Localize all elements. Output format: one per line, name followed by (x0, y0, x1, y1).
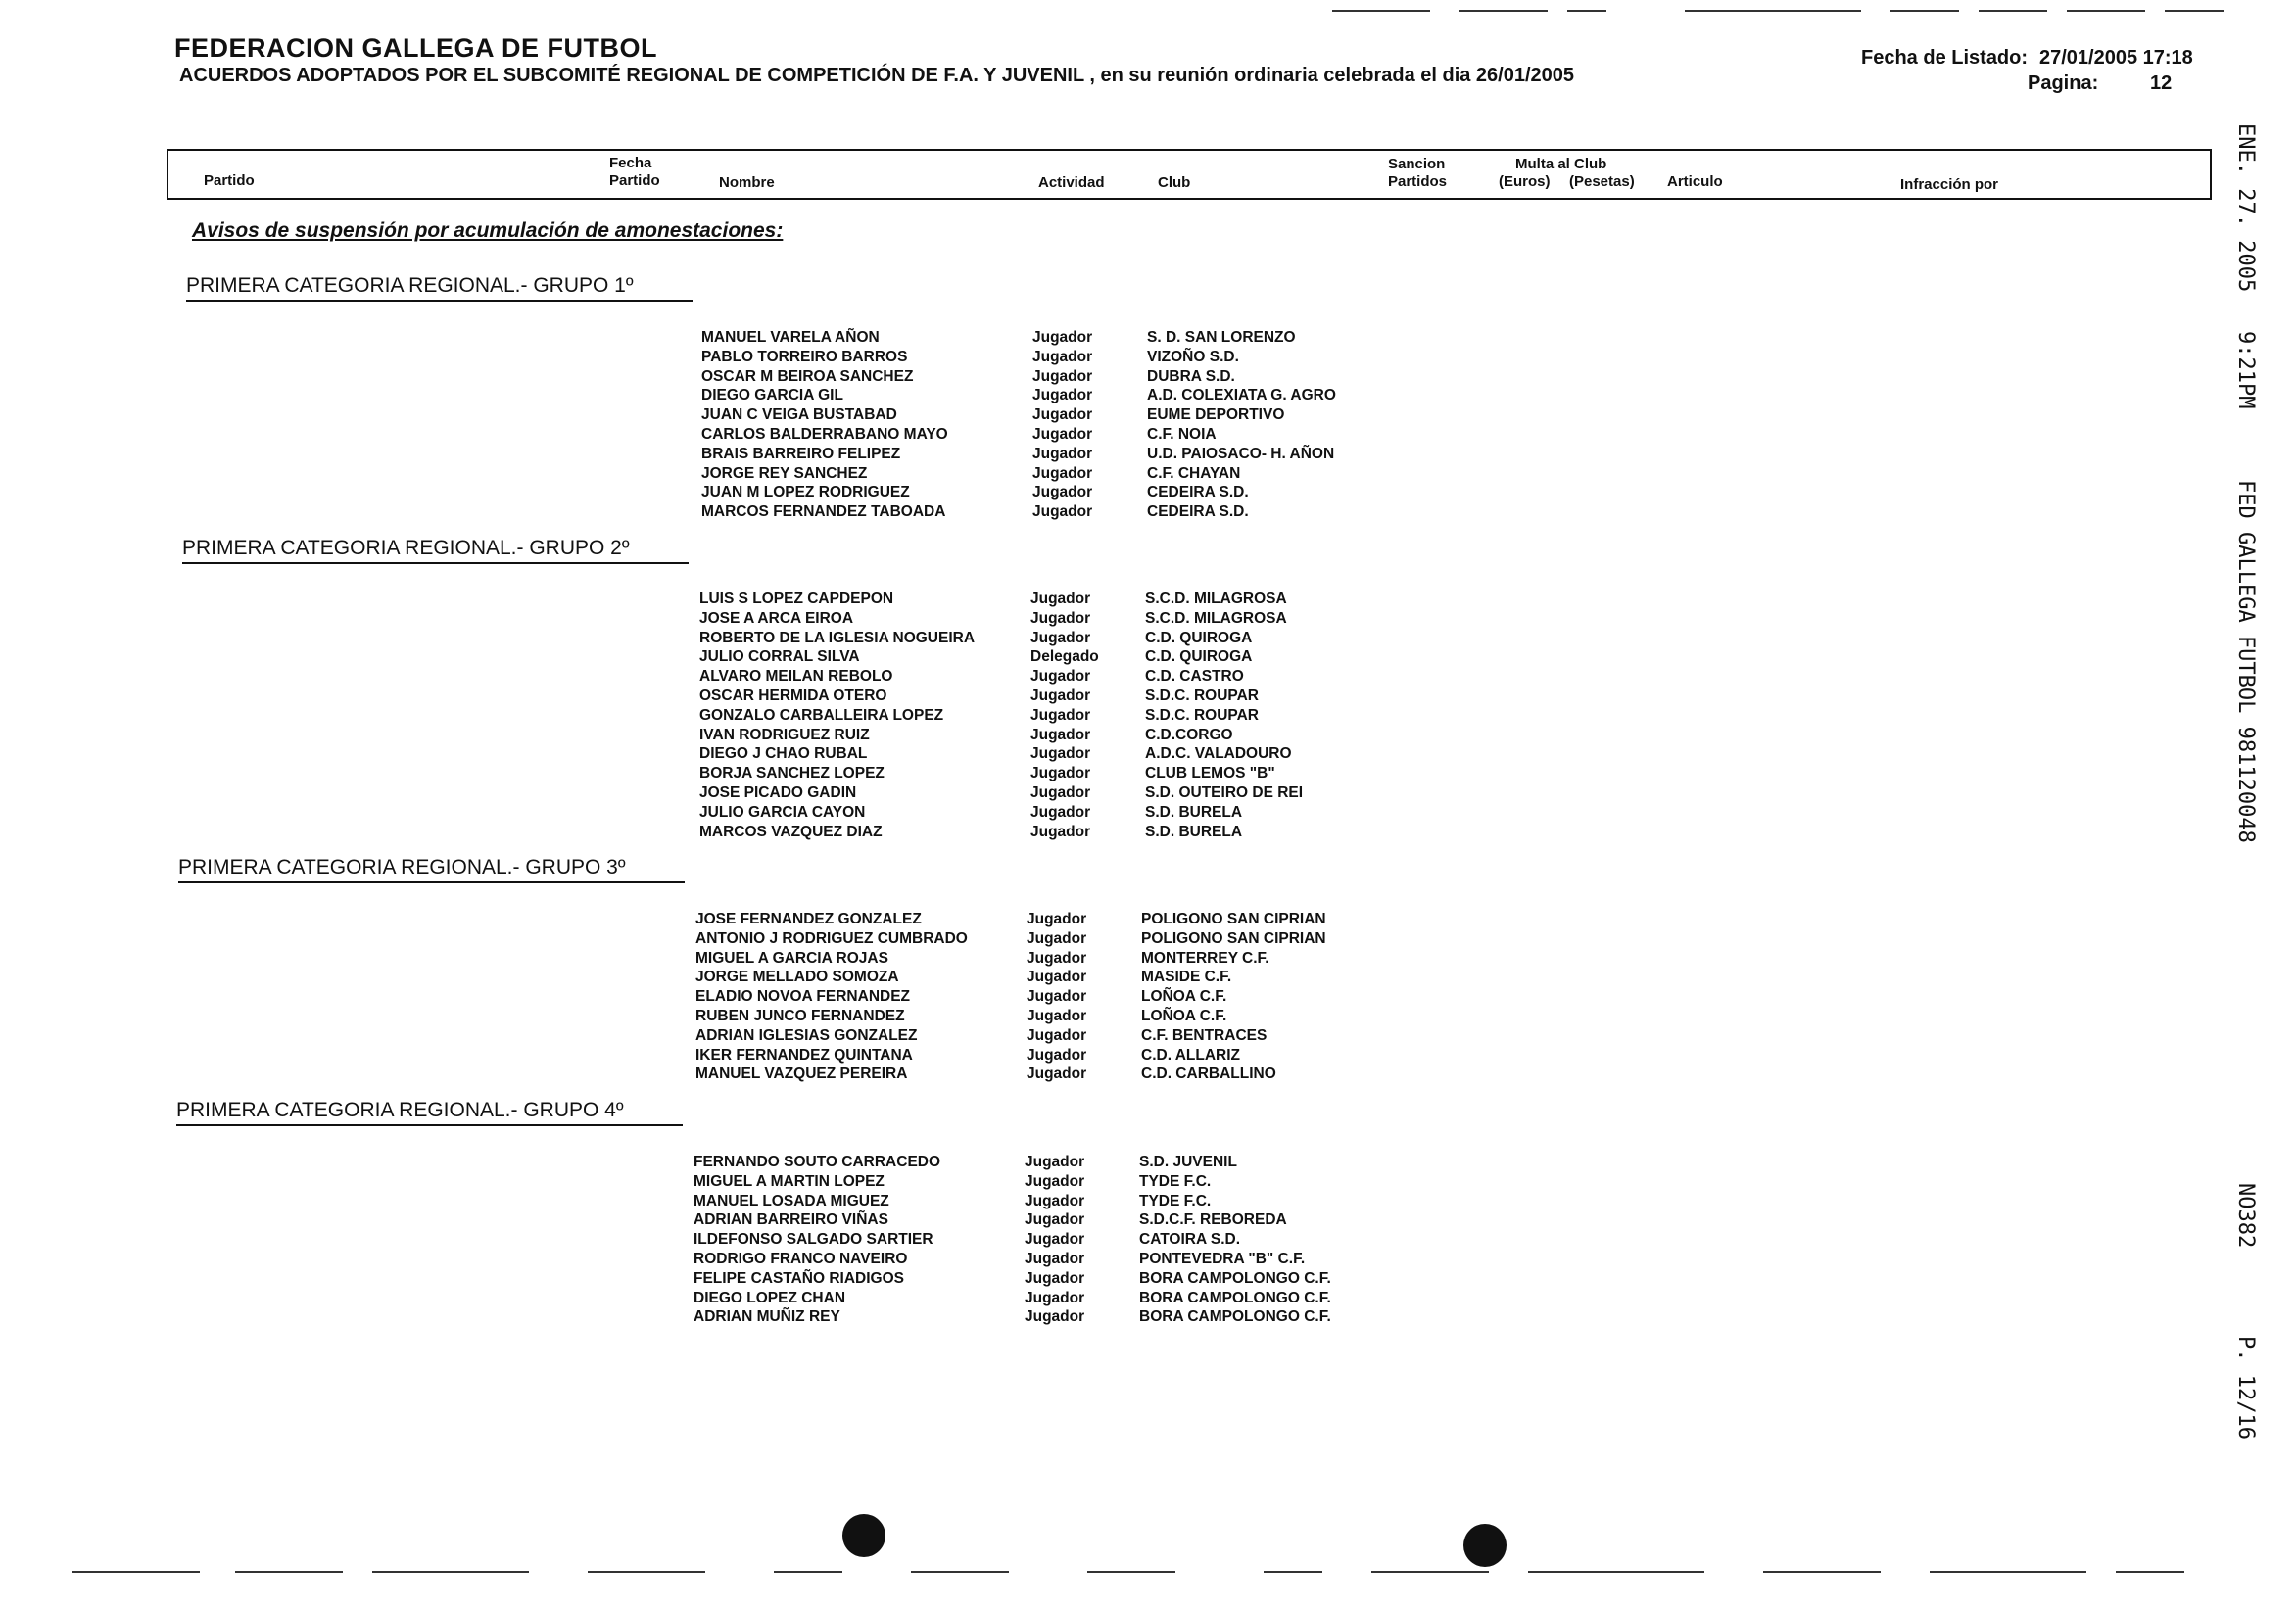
player-club: A.D.C. VALADOURO (1145, 745, 1292, 763)
player-name: ADRIAN IGLESIAS GONZALEZ (695, 1026, 918, 1044)
player-club: EUME DEPORTIVO (1147, 406, 1285, 424)
player-club: C.D.CORGO (1145, 726, 1233, 743)
col-club: Club (1158, 174, 1191, 191)
player-club: C.F. CHAYAN (1147, 464, 1241, 482)
fecha-listado-label: Fecha de Listado: (1861, 47, 2029, 69)
scan-line (1528, 1571, 1704, 1573)
player-activity: Jugador (1030, 745, 1091, 763)
player-club: S.D.C.F. REBOREDA (1139, 1211, 1287, 1229)
player-activity: Jugador (1030, 765, 1091, 782)
group-title-3: PRIMERA CATEGORIA REGIONAL.- GRUPO 3º (178, 856, 685, 883)
player-club: VIZOÑO S.D. (1147, 348, 1239, 365)
scan-line (2116, 1571, 2184, 1573)
col-multa: Multa al Club (1515, 156, 1607, 172)
player-club: S.D. OUTEIRO DE REI (1145, 783, 1304, 801)
scan-line (1763, 1571, 1881, 1573)
fax-time: 9:21PM (2233, 331, 2258, 409)
player-club: MASIDE C.F. (1141, 969, 1232, 986)
player-activity: Jugador (1025, 1192, 1085, 1209)
col-pesetas: (Pesetas) (1569, 173, 1635, 190)
player-name: ADRIAN BARREIRO VIÑAS (694, 1211, 888, 1229)
fax-page: P. 12/16 (2233, 1336, 2258, 1440)
player-activity: Jugador (1030, 823, 1091, 840)
player-name: FERNANDO SOUTO CARRACEDO (694, 1154, 941, 1170)
pagina-value: 12 (2150, 72, 2173, 94)
scan-line (1930, 1571, 2086, 1573)
player-name: IVAN RODRIGUEZ RUIZ (699, 726, 870, 743)
player-club: C.D. CARBALLINO (1141, 1065, 1276, 1083)
player-activity: Jugador (1032, 464, 1093, 482)
player-activity: Jugador (1030, 726, 1091, 743)
player-activity: Jugador (1030, 668, 1091, 686)
col-sancion-partidos: Partidos (1388, 173, 1448, 190)
scan-line (588, 1571, 705, 1573)
player-name: GONZALO CARBALLEIRA LOPEZ (699, 706, 944, 724)
player-activity: Delegado (1030, 648, 1099, 666)
player-name: JUAN M LOPEZ RODRIGUEZ (701, 484, 910, 501)
player-activity: Jugador (1032, 367, 1093, 385)
player-activity: Jugador (1030, 591, 1091, 607)
player-name: JORGE MELLADO SOMOZA (695, 969, 899, 986)
group-title-1: PRIMERA CATEGORIA REGIONAL.- GRUPO 1º (186, 274, 693, 302)
col-actividad: Actividad (1038, 174, 1105, 191)
punch-hole-right (1463, 1524, 1507, 1567)
player-activity: Jugador (1027, 988, 1087, 1006)
player-club: BORA CAMPOLONGO C.F. (1139, 1308, 1331, 1326)
scan-line (235, 1571, 343, 1573)
col-articulo: Articulo (1667, 173, 1723, 190)
player-club: TYDE F.C. (1139, 1192, 1212, 1209)
player-club: CEDEIRA S.D. (1147, 484, 1249, 501)
player-name: MIGUEL A MARTIN LOPEZ (694, 1172, 885, 1190)
player-name: MANUEL VARELA AÑON (701, 329, 880, 346)
player-club: C.D. CASTRO (1145, 668, 1244, 686)
player-name: MANUEL LOSADA MIGUEZ (694, 1192, 889, 1209)
group-title-4: PRIMERA CATEGORIA REGIONAL.- GRUPO 4º (176, 1099, 683, 1126)
player-activity: Jugador (1027, 1046, 1087, 1064)
player-name: DIEGO J CHAO RUBAL (699, 745, 868, 763)
section-title: Avisos de suspensión por acumulación de amonestaciones: (192, 219, 784, 242)
player-activity: Jugador (1032, 425, 1093, 443)
player-activity: Jugador (1025, 1308, 1085, 1326)
player-activity: Jugador (1027, 1065, 1087, 1083)
fax-number: NO382 (2233, 1183, 2258, 1249)
col-partido: Partido (204, 172, 255, 189)
player-name: MIGUEL A GARCIA ROJAS (695, 949, 888, 967)
player-club: PONTEVEDRA "B" C.F. (1139, 1250, 1306, 1267)
scan-line (1979, 10, 2047, 12)
player-activity: Jugador (1032, 445, 1093, 462)
player-name: ELADIO NOVOA FERNANDEZ (695, 988, 911, 1006)
col-sancion: Sancion (1388, 156, 1446, 172)
player-club: S.C.D. MILAGROSA (1145, 609, 1287, 627)
player-activity: Jugador (1027, 1026, 1087, 1044)
player-club: C.D. QUIROGA (1145, 648, 1253, 666)
player-club: CLUB LEMOS "B" (1145, 765, 1275, 782)
player-name: MANUEL VAZQUEZ PEREIRA (695, 1065, 908, 1083)
col-euros: (Euros) (1499, 173, 1551, 190)
player-club: S.D. BURELA (1145, 823, 1243, 840)
player-club: S.D.C. ROUPAR (1145, 706, 1259, 724)
col-nombre: Nombre (719, 174, 775, 191)
scan-line (1567, 10, 1606, 12)
scan-line (2067, 10, 2145, 12)
player-club: LOÑOA C.F. (1141, 1007, 1227, 1024)
player-name: DIEGO GARCIA GIL (701, 387, 843, 404)
player-activity: Jugador (1027, 911, 1087, 927)
player-activity: Jugador (1027, 949, 1087, 967)
player-name: OSCAR M BEIROA SANCHEZ (701, 367, 914, 385)
player-club: S.D. JUVENIL (1139, 1154, 1237, 1170)
player-club: LOÑOA C.F. (1141, 988, 1227, 1006)
player-name: PABLO TORREIRO BARROS (701, 348, 908, 365)
scan-line (1264, 1571, 1322, 1573)
player-club: BORA CAMPOLONGO C.F. (1139, 1269, 1331, 1287)
player-name: JUAN C VEIGA BUSTABAD (701, 406, 897, 424)
player-activity: Jugador (1030, 803, 1091, 821)
player-activity: Jugador (1030, 629, 1091, 646)
player-name: JORGE REY SANCHEZ (701, 464, 868, 482)
player-name: JULIO CORRAL SILVA (699, 648, 860, 666)
scan-line (1332, 10, 1430, 12)
group-title-2: PRIMERA CATEGORIA REGIONAL.- GRUPO 2º (182, 537, 689, 564)
player-name: BRAIS BARREIRO FELIPEZ (701, 445, 901, 462)
scan-line (1371, 1571, 1489, 1573)
player-club: S.C.D. MILAGROSA (1145, 591, 1287, 607)
player-name: OSCAR HERMIDA OTERO (699, 687, 887, 704)
player-club: C.F. BENTRACES (1141, 1026, 1268, 1044)
player-club: C.D. ALLARIZ (1141, 1046, 1241, 1064)
scan-line (1685, 10, 1861, 12)
player-club: POLIGONO SAN CIPRIAN (1141, 929, 1326, 947)
scan-line (911, 1571, 1009, 1573)
player-club: MONTERREY C.F. (1141, 949, 1269, 967)
player-activity: Jugador (1025, 1154, 1085, 1170)
player-club: DUBRA S.D. (1147, 367, 1235, 385)
player-name: IKER FERNANDEZ QUINTANA (695, 1046, 913, 1064)
player-name: ADRIAN MUÑIZ REY (694, 1308, 840, 1326)
player-activity: Jugador (1025, 1250, 1085, 1267)
player-club: CEDEIRA S.D. (1147, 503, 1249, 521)
scan-line (774, 1571, 842, 1573)
player-activity: Jugador (1027, 1007, 1087, 1024)
player-activity: Jugador (1032, 406, 1093, 424)
player-activity: Jugador (1032, 329, 1093, 346)
player-activity: Jugador (1025, 1269, 1085, 1287)
col-fecha-partido: Partido (609, 172, 660, 189)
document-subtitle: ACUERDOS ADOPTADOS POR EL SUBCOMITÉ REGIONAL DE COMPETICIÓN DE F.A. Y JUVENIL , en su reunión ordinaria celebrada el dia 26/01/2005 (179, 65, 1575, 86)
player-activity: Jugador (1032, 348, 1093, 365)
player-name: MARCOS VAZQUEZ DIAZ (699, 823, 883, 840)
player-activity: Jugador (1032, 484, 1093, 501)
column-header-box (167, 149, 2212, 200)
col-infraccion: Infracción por (1900, 176, 1999, 193)
fax-sender: FED GALLEGA FUTBOL 981120048 (2233, 480, 2258, 843)
player-name: JOSE PICADO GADIN (699, 783, 857, 801)
player-name: JULIO GARCIA CAYON (699, 803, 866, 821)
player-club: S.D. BURELA (1145, 803, 1243, 821)
player-club: U.D. PAIOSACO- H. AÑON (1147, 445, 1335, 462)
punch-hole-left (842, 1514, 885, 1557)
player-activity: Jugador (1025, 1172, 1085, 1190)
player-club: A.D. COLEXIATA G. AGRO (1147, 387, 1336, 404)
scan-line (72, 1571, 200, 1573)
player-name: DIEGO LOPEZ CHAN (694, 1289, 846, 1306)
player-name: RODRIGO FRANCO NAVEIRO (694, 1250, 908, 1267)
player-name: ILDEFONSO SALGADO SARTIER (694, 1231, 933, 1249)
player-name: LUIS S LOPEZ CAPDEPON (699, 591, 894, 607)
document-title: FEDERACION GALLEGA DE FUTBOL (174, 33, 657, 63)
scan-line (2165, 10, 2224, 12)
fecha-listado-value: 27/01/2005 17:18 (2039, 47, 2193, 69)
pagina-label: Pagina: (2028, 72, 2099, 94)
player-name: CARLOS BALDERRABANO MAYO (701, 425, 948, 443)
col-fecha: Fecha (609, 155, 652, 171)
scan-line (1087, 1571, 1175, 1573)
player-activity: Jugador (1025, 1289, 1085, 1306)
scan-line (1459, 10, 1548, 12)
player-club: S.D.C. ROUPAR (1145, 687, 1259, 704)
player-name: ROBERTO DE LA IGLESIA NOGUEIRA (699, 629, 976, 646)
player-club: CATOIRA S.D. (1139, 1231, 1241, 1249)
player-activity: Jugador (1025, 1231, 1085, 1249)
player-name: MARCOS FERNANDEZ TABOADA (701, 503, 946, 521)
player-activity: Jugador (1030, 687, 1091, 704)
player-name: RUBEN JUNCO FERNANDEZ (695, 1007, 905, 1024)
player-activity: Jugador (1030, 609, 1091, 627)
player-activity: Jugador (1027, 969, 1087, 986)
player-club: TYDE F.C. (1139, 1172, 1212, 1190)
scan-line (1890, 10, 1959, 12)
player-name: JOSE FERNANDEZ GONZALEZ (695, 911, 922, 927)
player-activity: Jugador (1032, 387, 1093, 404)
player-activity: Jugador (1025, 1211, 1085, 1229)
scan-line (372, 1571, 529, 1573)
fax-date: ENE. 27. 2005 (2233, 123, 2258, 293)
player-name: ALVARO MEILAN REBOLO (699, 668, 893, 686)
player-name: ANTONIO J RODRIGUEZ CUMBRADO (695, 929, 968, 947)
player-activity: Jugador (1030, 783, 1091, 801)
player-club: C.F. NOIA (1147, 425, 1217, 443)
player-club: POLIGONO SAN CIPRIAN (1141, 911, 1326, 927)
player-activity: Jugador (1030, 706, 1091, 724)
player-club: BORA CAMPOLONGO C.F. (1139, 1289, 1331, 1306)
player-activity: Jugador (1032, 503, 1093, 521)
player-name: BORJA SANCHEZ LOPEZ (699, 765, 885, 782)
player-club: S. D. SAN LORENZO (1147, 329, 1296, 346)
player-name: FELIPE CASTAÑO RIADIGOS (694, 1269, 905, 1287)
player-activity: Jugador (1027, 929, 1087, 947)
player-club: C.D. QUIROGA (1145, 629, 1253, 646)
player-name: JOSE A ARCA EIROA (699, 609, 854, 627)
